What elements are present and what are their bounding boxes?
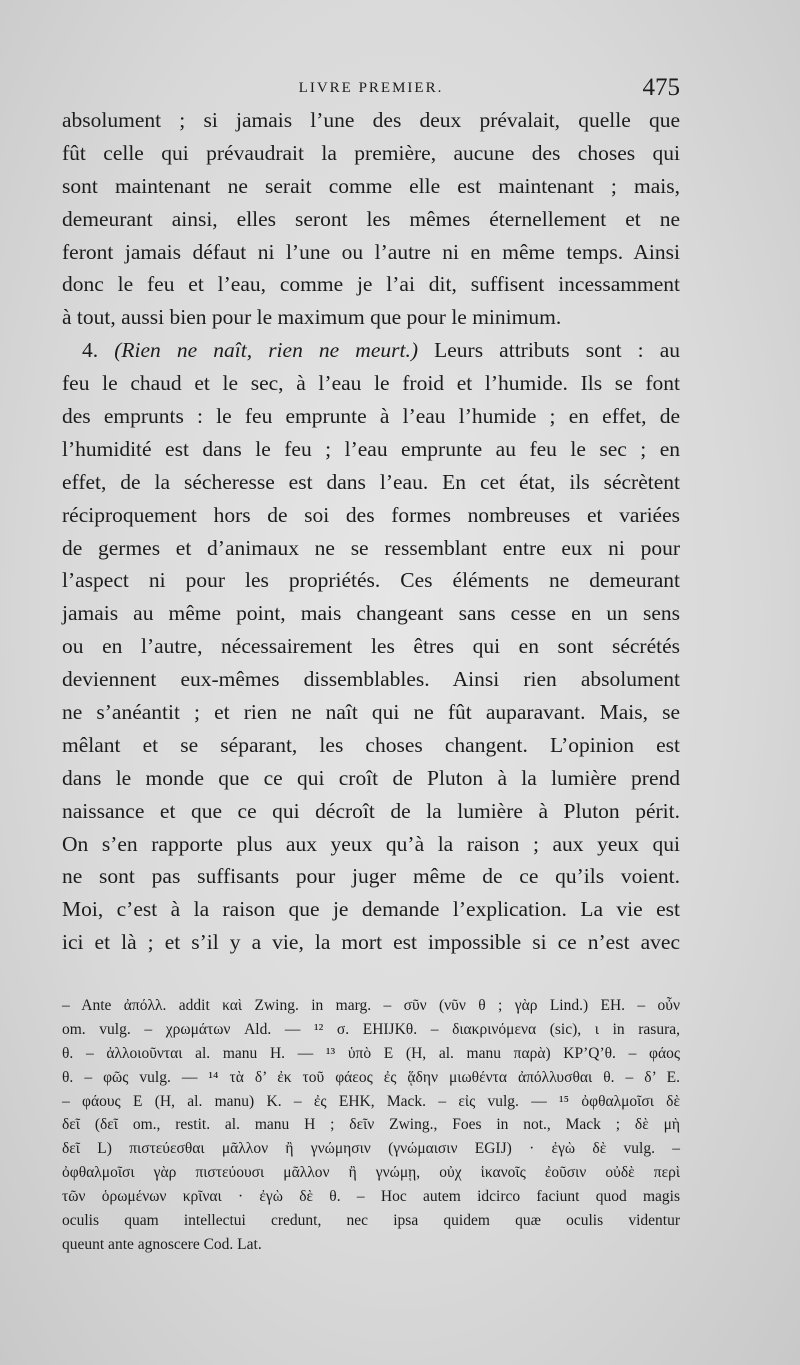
text-line: On s’en rapporte plus aux yeux qu’à la raison ; aux yeux qui	[62, 831, 680, 856]
text-line: des emprunts : le feu emprunte à l’eau l’humide ; en effet, de	[62, 404, 680, 429]
text-line: effet, de la sécheresse est dans l’eau. En cet état, ils sécrètent	[62, 469, 680, 494]
text-line: absolument ; si jamais l’une des deux prévalait, quelle que	[62, 108, 680, 132]
text-line: deviennent eux-mêmes dissemblables. Ainsi rien absolument	[62, 667, 680, 692]
footnote-line: θ. – φῶς vulg. — ¹⁴ τὰ δ’ ἐκ τοῦ φάεος ἐς ᾅδην μιωθέντα ἀπόλλυσθαι θ. – δ’ E.	[62, 1068, 680, 1086]
footnote-line: oculis quam intellectui credunt, nec ipsa quidem quæ oculis videntur	[62, 1212, 680, 1230]
footnote-line: δεῖ L) πιστεύεσθαι μᾶλλον ἢ γνώμησιν (γνώμαισιν EGIJ) · ἐγὼ δὲ vulg. –	[62, 1140, 680, 1158]
section-title: (Rien ne naît, rien ne meurt.)	[114, 338, 419, 363]
running-head	[62, 74, 680, 104]
text-line: l’humidité est dans le feu ; l’eau emprunte au feu le sec ; en	[62, 436, 680, 461]
footnote-line: – Ante ἀπόλλ. addit καὶ Zwing. in marg. – σῦν (νῦν θ ; γὰρ Lind.) EH. – οὖν	[62, 997, 680, 1014]
section-lead-text: Leurs attributs sont : au	[434, 338, 681, 363]
text-line: réciproquement hors de soi des formes nombreuses et variées	[62, 502, 680, 527]
text-line: ici et là ; et s’il y a vie, la mort est impossible si ce n’est avec	[62, 930, 680, 955]
running-title: LIVRE PREMIER.	[298, 80, 444, 96]
text-line: ou en l’autre, nécessairement les êtres qui en sont sécrétés	[62, 634, 680, 659]
text-line: mêlant et se séparant, les choses changent. L’opinion est	[62, 732, 680, 757]
text-line: dans le monde que ce qui croît de Pluton à la lumière prend	[62, 765, 680, 790]
section-heading-line	[62, 334, 680, 367]
text-line: ne s’anéantit ; et rien ne naît qui ne fût auparavant. Mais, se	[62, 700, 680, 725]
text-line: à tout, aussi bien pour le maximum que pour le minimum.	[62, 305, 562, 330]
footnote-line: ὀφθαλμοῖσι γὰρ πιστεύουσι μᾶλλον ἢ γνώμῃ, οὐχ ἱκανοῖς ἐοῦσιν οὐδὲ περὶ	[62, 1164, 680, 1182]
text-line: de germes et d’animaux ne se ressemblant entre eux ni pour	[62, 535, 680, 560]
text-line: donc le feu et l’eau, comme je l’ai dit, suffisent incessamment	[62, 272, 680, 297]
main-text	[62, 104, 680, 959]
text-line: feu le chaud et le sec, à l’eau le froid et l’humide. Ils se font	[62, 371, 680, 396]
footnote-line: queunt ante agnoscere Cod. Lat.	[62, 1235, 262, 1253]
text-line: ne sont pas suffisants pour juger même de ce qu’ils voient.	[62, 864, 680, 889]
footnote-line: – φάους E (H, al. manu) K. – ἐς EHK, Mack. – εἰς vulg. — ¹⁵ ὀφθαλμοῖσι δὲ	[62, 1092, 680, 1110]
section-number: 4.	[82, 338, 99, 363]
footnote-line: δεῖ (δεῖ om., restit. al. manu H ; δεῖν Zwing., Foes in not., Mack ; δὲ μὴ	[62, 1116, 680, 1134]
footnote-line: θ. – ἀλλοιοῦνται al. manu H. — ¹³ ὑπὸ E (H, al. manu παρὰ) KP’Q’θ. – φάος	[62, 1044, 680, 1062]
footnote-line: τῶν ὁρωμένων κρῖναι · ἐγὼ δὲ θ. – Hoc autem idcirco faciunt quod magis	[62, 1188, 680, 1206]
text-line: sont maintenant ne serait comme elle est maintenant ; mais,	[62, 173, 680, 198]
text-line: feront jamais défaut ni l’une ou l’autre ni en même temps. Ainsi	[62, 239, 680, 264]
text-line: fût celle qui prévaudrait la première, aucune des choses qui	[62, 140, 680, 165]
text-line: l’aspect ni pour les propriétés. Ces éléments ne demeurant	[62, 568, 680, 593]
footnote-line: om. vulg. – χρωμάτων Ald. — ¹² σ. EHIJKθ. – διακρινόμενα (sic), ι in rasura,	[62, 1020, 680, 1038]
text-line: naissance et que ce qui décroît de la lumière à Pluton périt.	[62, 798, 680, 823]
text-line: Moi, c’est à la raison que je demande l’explication. La vie est	[62, 897, 680, 922]
page-number: 475	[642, 74, 680, 101]
text-line: demeurant ainsi, elles seront les mêmes éternellement et ne	[62, 206, 680, 231]
text-line: jamais au même point, mais changeant sans cesse en un sens	[62, 601, 680, 626]
footnotes	[62, 994, 680, 1257]
